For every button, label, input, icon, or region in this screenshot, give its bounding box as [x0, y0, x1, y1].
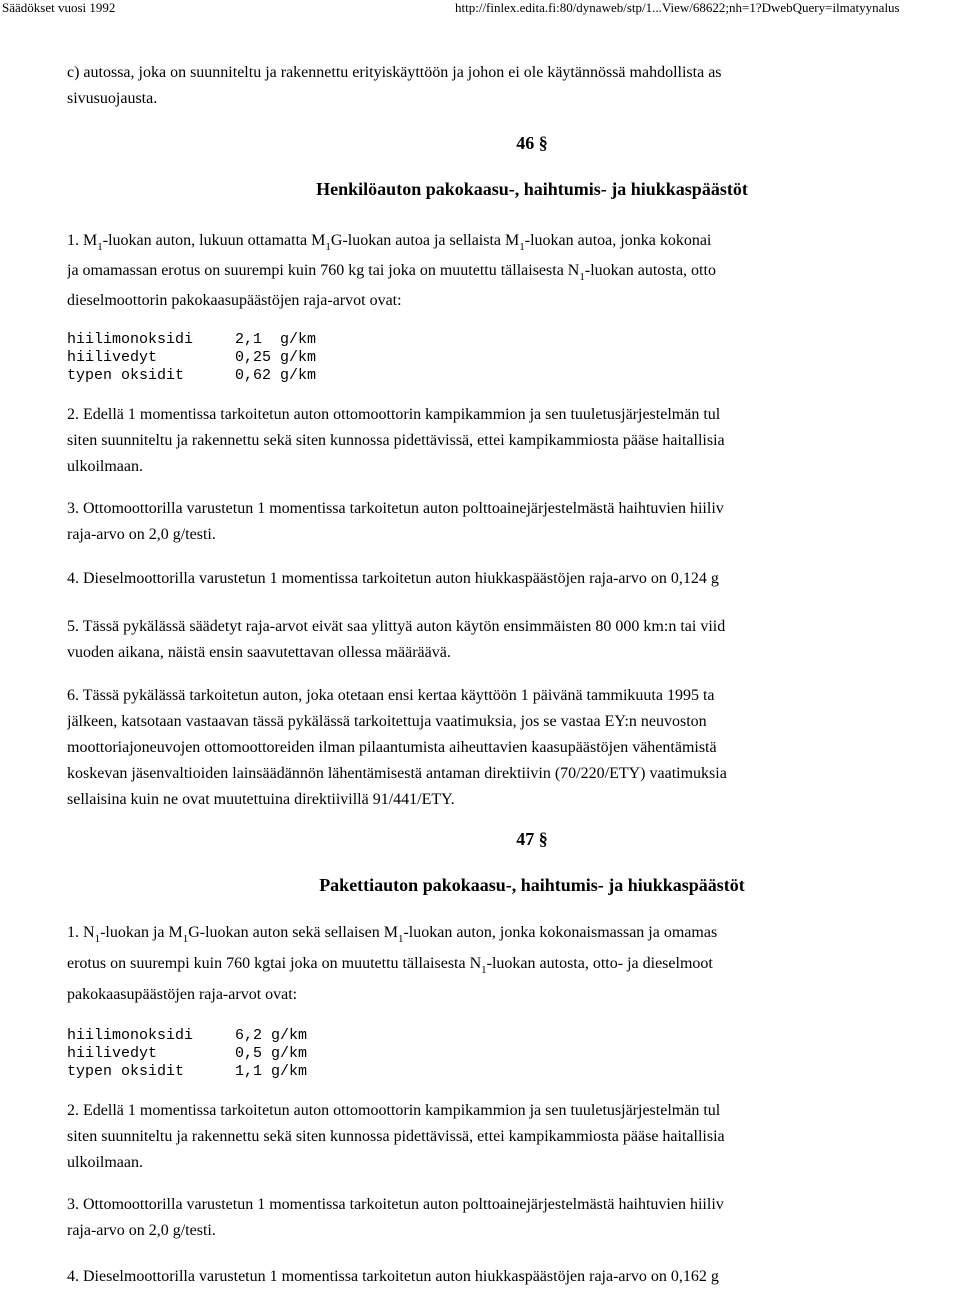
sec45-c-line1: c) autossa, joka on suunniteltu ja rakennettu erityiskäyttöön ja johon ei ole käytännössä mahdollista as [67, 64, 722, 81]
sec45-c-line2: sivusuojausta. [67, 90, 158, 107]
sec46-paragraph-5 [67, 614, 897, 666]
limit-row: hiilimonoksidi 6,2 g/km [67, 1027, 308, 1044]
sec46-title: Henkilöauton pakokaasu-, haihtumis- ja hiukkaspäästöt [316, 179, 748, 199]
sec47-p2-line3: ulkoilmaan. [67, 1154, 143, 1171]
sec46-p2-line3: ulkoilmaan. [67, 458, 143, 475]
sec47-paragraph-2 [67, 1098, 897, 1176]
sec46-paragraph-6 [67, 683, 897, 813]
sec46-p2-line1: 2. Edellä 1 momentissa tarkoitetun auton ottomoottorin kampikammion ja sen tuuletusjärjestelmän tul [67, 406, 721, 423]
sec46-p1-line3: dieselmoottorin pakokaasupäästöjen raja-arvot ovat: [67, 292, 402, 309]
print-header-url: http://finlex.edita.fi:80/dynaweb/stp/1...View/68622;nh=1?DwebQuery=ilmatyynalus [455, 0, 900, 15]
sec46-paragraph-1 [67, 228, 897, 314]
document-content [67, 0, 897, 1289]
sec46-p6-line4: koskevan jäsenvaltioiden lainsäädännön lähentämisestä antaman direktiivin (70/220/ETY) vaatimuksia [67, 765, 727, 782]
sec47-p1-line2: erotus on suurempi kuin 760 kgtai joka on muutettu tällaisesta $N_1$-luokan autosta, otto- ja dieselmoot [67, 955, 713, 976]
sec47-paragraph-4 [67, 1264, 897, 1289]
limit-row: hiilimonoksidi 2,1 g/km [67, 331, 317, 348]
sec46-p1-line2: ja omamassan erotus on suurempi kuin 760 kg tai joka on muutettu tällaisesta $N_1$-luokan autosta, otto [67, 262, 716, 283]
sec46-p3-line1: 3. Ottomoottorilla varustetun 1 momentissa tarkoitetun auton polttoainejärjestelmästä haihtuvien hiiliv [67, 500, 724, 517]
sec47-paragraph-3 [67, 1192, 897, 1244]
sec47-title: Pakettiauton pakokaasu-, haihtumis- ja hiukkaspäästöt [319, 875, 745, 895]
sec46-p6-line2: jälkeen, katsotaan vastaavan tässä pykälässä tarkoitettuja vaatimuksia, jos se vastaa EY:n neuvoston [67, 713, 707, 730]
sec46-p6-line1: 6. Tässä pykälässä tarkoitetun auton, joka otetaan ensi kertaa käyttöön 1 päivänä tammikuuta 1995 ta [67, 687, 715, 704]
sec46-p1-line1: 1. $M_1$-luokan auton, lukuun ottamatta $M_1G$-luokan autoa ja sellaista $M_1$-luokan autoa, jonka kokonai [67, 232, 712, 253]
sec46-p6-line3: moottoriajoneuvojen ottomoottoreiden ilman pilaantumista aiheuttavien kaasupäästöjen vähentämistä [67, 739, 717, 756]
sec47-paragraph-1 [67, 920, 897, 1008]
sec47-number: 47 § [516, 829, 548, 849]
sec46-p2-line2: siten suunniteltu ja rakennettu sekä siten kunnossa pidettävissä, ettei kampikammiosta pääse haitallisia [67, 432, 725, 449]
sec45-item-c [67, 60, 897, 112]
sec46-paragraph-2 [67, 402, 897, 480]
sec46-limits-table [67, 331, 467, 385]
sec46-paragraph-4 [67, 566, 897, 592]
sec46-p3-line2: raja-arvo on 2,0 g/testi. [67, 526, 216, 543]
sec47-limits-table [67, 1027, 467, 1081]
sec46-p5-line1: 5. Tässä pykälässä säädetyt raja-arvot eivät saa ylittyä auton käytön ensimmäisten 80 000 km:n tai viid [67, 618, 726, 635]
sec47-p2-line2: siten suunniteltu ja rakennettu sekä siten kunnossa pidettävissä, ettei kampikammiosta pääse haitallisia [67, 1128, 725, 1145]
limit-row: typen oksidit 1,1 g/km [67, 1063, 308, 1080]
sec46-p5-line2: vuoden aikana, näistä ensin saavutettavan ollessa määräävä. [67, 644, 451, 661]
sec46-p4-line1: 4. Dieselmoottorilla varustetun 1 momentissa tarkoitetun auton hiukkaspäästöjen raja-arvo on 0,124 g [67, 570, 719, 587]
sec47-p3-line1: 3. Ottomoottorilla varustetun 1 momentissa tarkoitetun auton polttoainejärjestelmästä haihtuvien hiiliv [67, 1196, 724, 1213]
sec46-paragraph-3 [67, 496, 897, 548]
sec47-p3-line2: raja-arvo on 2,0 g/testi. [67, 1222, 216, 1239]
sec46-p6-line5: sellaisina kuin ne ovat muutettuina direktiivillä 91/441/ETY. [67, 791, 455, 808]
limit-row: hiilivedyt 0,25 g/km [67, 349, 317, 366]
limit-row: hiilivedyt 0,5 g/km [67, 1045, 308, 1062]
sec46-number: 46 § [516, 133, 548, 153]
sec47-p1-line3: pakokaasupäästöjen raja-arvot ovat: [67, 986, 298, 1003]
sec47-p2-line1: 2. Edellä 1 momentissa tarkoitetun auton ottomoottorin kampikammion ja sen tuuletusjärjestelmän tul [67, 1102, 721, 1119]
limit-row: typen oksidit 0,62 g/km [67, 367, 317, 384]
sec47-p4-line1: 4. Dieselmoottorilla varustetun 1 momentissa tarkoitetun auton hiukkaspäästöjen raja-arvo on 0,162 g [67, 1268, 719, 1285]
sec47-p1-line1: 1. $N_1$-luokan ja $M_1G$-luokan auton sekä sellaisen $M_1$-luokan auton, jonka kokonaismassan ja omamas [67, 924, 718, 945]
print-header-title: Säädökset vuosi 1992 [2, 0, 116, 15]
